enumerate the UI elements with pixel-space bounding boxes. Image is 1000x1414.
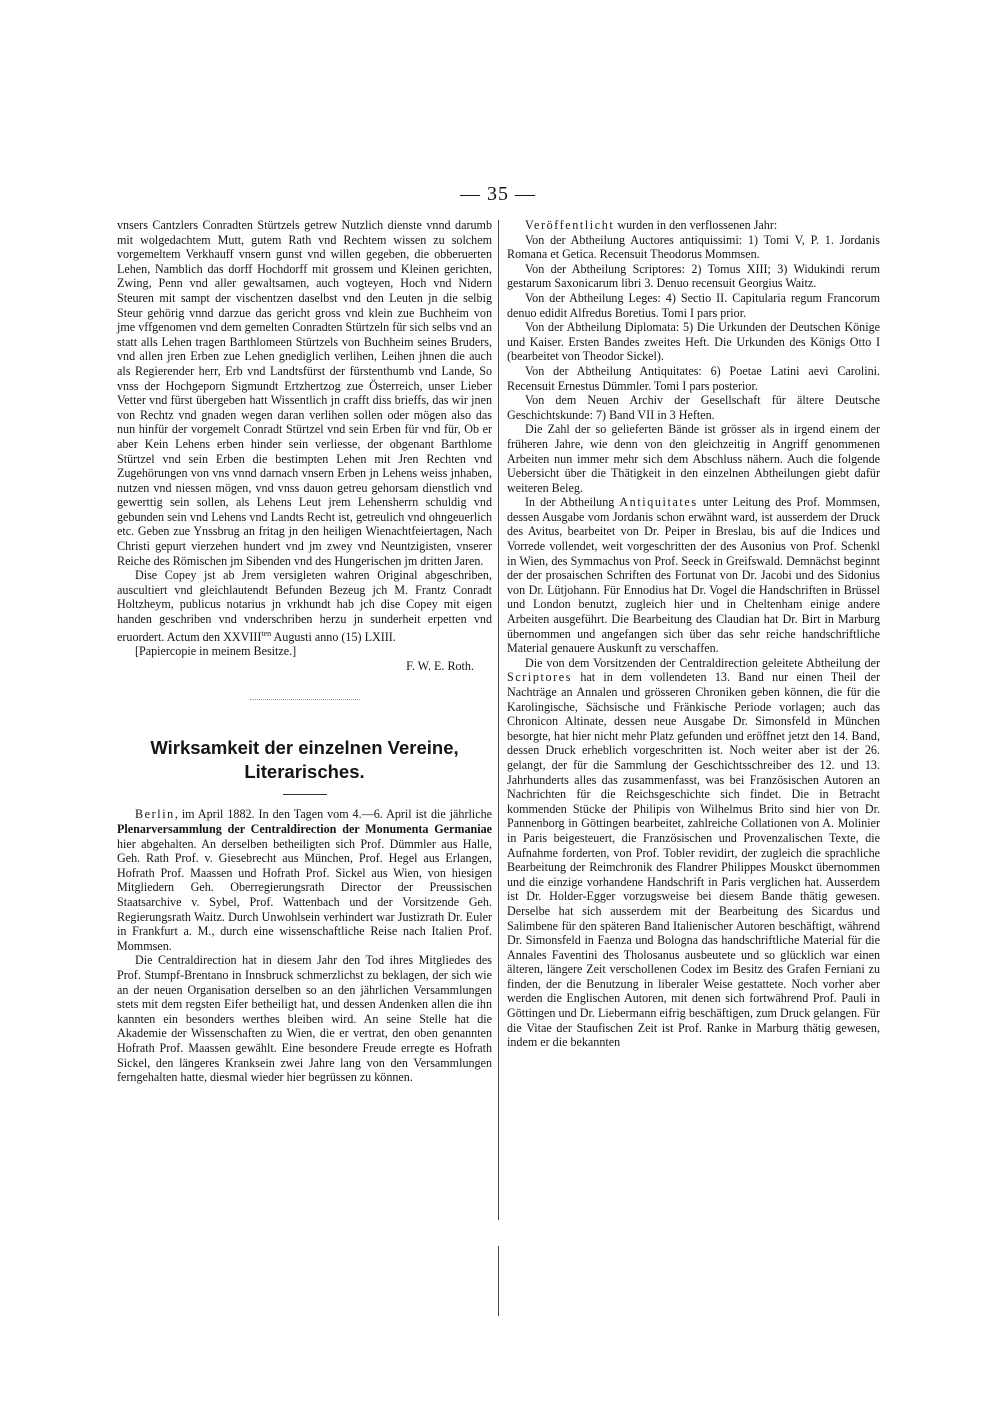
separator (250, 699, 360, 702)
page-number: — 35 — (460, 183, 536, 205)
right-column (507, 218, 880, 1050)
scriptores-paragraph: Die von dem Vorsitzenden der Centraldirection geleitete Abtheilung der Scriptores hat in dem vollendeten 13. Band nur einen Theil der Nachträge an Annalen und grösseren Chroniken geben können, die für die Karolingische, Sächsische und Fränkische Periode vorlagen; auch das Chronicon Altinate, dessen neue Ausgabe Dr. Simonsfeld in München besorgte, hat hier nicht mehr Platz gefunden und eröffnet jetzt den 14. Band, dessen Druck erheblich vorgeschritten ist. Noch weiter aber ist der 26. gelangt, der für die Sammlung der Geschichtsschreiber des 12. und 13. Jahrhunderts alles das zusammenfasst, was bei Französischen Autoren an Nachrichten für die Reichsgeschichte sich findet. Die in Betracht kommenden Stücke der Philipis von Wilhelmus Brito sind hier von Dr. Pannenborg in Göttingen bearbeitet, zahlreiche Collationen von A. Molinier in Paris beigesteuert, die Französischen und Provenzalischen Texte, die Aufnahme forderten, von Prof. Tobler revidirt, der zugleich die sprachliche Bearbeitung der Reimchronik des Flandrer Philippes Mouskct übernommen und die einzige vorhandene Handschrift in Paris verglichen hat. Ausserdem ist Dr. Holder-Egger vorzugsweise bei diesem Bande thätig gewesen. Derselbe hat sich ausserdem mit der Bearbeitung des Sicardus und Salimbene für den späteren Band Italienischer Autoren beschäftigt, während Dr. Simonsfeld in Faenza und Bologna das handschriftliche Material für die Annales Faventini des Tholosanus ausbeutete und so glücklich war einen älteren, längere Zeit verschollenen Codex im Besitz des Grafen Ferniani zu finden, der die Benutzung in liberaler Weise gestattete. Noch vorher aber werden die Englischen Autoren, mit denen sich fortwährend Prof. Pauli in Göttingen und Dr. Liebermann eifrig beschäftigen, zum Druck gelangen. Für die Vitae der Staufischen Zeit ist Prof. Ranke in Marburg thätig gewesen, indem er die bekannten (507, 655, 880, 1050)
published-heading: Veröffentlicht wurden in den verflossenen Jahr: (525, 218, 778, 232)
left-column (117, 218, 492, 1085)
bracket-note: [Papiercopie in meinem Besitze.] (135, 644, 297, 659)
diplomata-entry: Von der Abtheilung Diplomata: 5) Die Urkunden der Deutschen Könige und Kaiser. Ersten Bandes zweites Heft. Die Urkunden des Königs Otto I (bearbeitet von Theodor Sickel). (507, 320, 880, 364)
auctores-entry: Von der Abtheilung Auctores antiquissimi: 1) Tomi V, P. 1. Jordanis Romana et Getica. Recensuit Theodorus Mommsen. (507, 232, 880, 262)
berlin-paragraph: Berlin, im April 1882. In den Tagen vom 4.—6. April ist die jährliche Plenarversammlung der Centraldirection der Monumenta Germaniae hier abgehalten. An derselben betheiligten sich Prof. Dümmler aus Halle, Geh. Rath Prof. v. Giesebrecht aus München, Prof. Hegel aus Erlangen, Hofrath Prof. Maassen und Hofrath Prof. Sickel aus Wien, von hiesigen Mitgliedern Geh. Oberregierungsrath Director der Preussischen Staatsarchive v. Sybel, Prof. Wattenbach und der Vorsitzende Geh. Regierungsrath Waitz. Durch Unwohlsein verhindert war Justizrath Dr. Euler in Frankfurt a. M., durch eine wissenschaftliche Reise nach Italien Prof. Mommsen. (117, 807, 492, 953)
zahl-paragraph: Die Zahl der so gelieferten Bände ist grösser als in irgend einem der früheren Jahre, wie denn von den gleichzeitig in Angriff genommenen Arbeiten nun immer mehr sich dem Abschluss nähern. Auch die folgende Uebersicht über die Thätigkeit in den einzelnen Abtheilungen giebt dafür weiteren Beleg. (507, 422, 880, 495)
column-divider (498, 220, 499, 1220)
death-paragraph: Die Centraldirection hat in diesem Jahr den Tod ihres Mitgliedes des Prof. Stumpf-Brentano in Innsbruck schmerzlichst zu beklagen, der sich wie an der neuen Organisation derselben so an den jährlichen Versammlungen stets mit dem regsten Eifer betheiligt hat, und dessen Andenken allen die ihn kannten ein besonders werthes bleiben wird. An seine Stelle hat die Akademie der Wissenschaften zu Wien, die er vertrat, den oben genannten Hofrath Prof. Maassen gewählt. Eine besondere Freude erregte es Hofrath Sickel, den längeres Kranksein zwei Jahre lang von den Versammlungen ferngehalten hatte, diesmal wieder hier begrüssen zu können. (117, 953, 492, 1085)
antiquitates-entry: Von der Abtheilung Antiquitates: 6) Poetae Latini aevi Carolini. Recensuit Ernestus Dümmler. Tomi I pars posterior. (507, 363, 880, 393)
heading-rule (283, 794, 327, 795)
antiquitates-paragraph: In der Abtheilung Antiquitates unter Leitung des Prof. Mommsen, dessen Ausgabe vom Jordanis schon erwähnt ward, ist ausserdem der Druck des Avitus, bearbeitet von Dr. Peiper in Breslau, bis auf die Indices und Vorrede vollendet, weit vorgeschritten der des Ausonius von Prof. Schenkl in Wien, des Symmachus von Prof. Seeck in Greifswald. Demnächst beginnt der der prosaischen Schriften des Fortunat von Dr. Jacobi und des Sidonius von Dr. Lütjohann. Für Ennodius hat Dr. Vogel die Handschriften in Brüssel und London benutzt, zugleich hier und in Cheltenham einige andere Arbeiten ausgeführt. Die Bearbeitung des Claudian hat Dr. Birt in Marburg übernommen und angefangen sich über das sehr reiche handschriftliche Material genauere Auskunft zu verschaffen. (507, 495, 880, 656)
copy-note: Dise Copey jst ab Jrem versigleten wahren Original abgeschriben, auscultiert vnd gleichlautendt Befunden Bezeug jch M. Frantz Conradt Holtzheym, publicus notarius jn vrkhundt hab jch dise Copey mit eigen handen geschriben vnd vnderschriben herzu jn sunderheit erpetten vnd eruordert. Actum den $XXVIII^{ten}$ Augusti anno (15) LXIII. (117, 568, 492, 644)
signature: F. W. E. Roth. (406, 658, 474, 673)
scriptores-entry: Von der Abtheilung Scriptores: 2) Tomus XIII; 3) Widukindi rerum gestarum Saxonicarum libri 3. Denuo recensuit Georgius Waitz. (507, 261, 880, 291)
column-divider-lower (498, 1246, 499, 1316)
archiv-entry: Von dem Neuen Archiv der Gesellschaft für ältere Deutsche Geschichtskunde: 7) Band VII in 3 Heften. (507, 393, 880, 422)
section-heading: Wirksamkeit der einzelnen Vereine, Literarisches. (150, 737, 459, 783)
leges-entry: Von der Abtheilung Leges: 4) Sectio II. Capitularia regum Francorum denuo edidit Alfredus Boretius. Tomi I pars prior. (507, 290, 880, 320)
document-text: vnsers Cantzlers Conradten Stürtzels getrew Nutzlich dienste vnnd darumb mit wolgedachtem Mutt, gutem Rath vnd Rechtem wissen zu solchem vorgemeltem Verkhauff vnsern gunst vnd willen gegeben, die obberuerten Lehen, Namblich das dorff Hochdorff mit grossem und Kleinen gerichten, Zwing, Penn vnd aller gewaltsamen, auch vogteyen, Hoch vnd Nidern Steuren mit sampt der vischentzen daselbst vnd den Leuten jn die selbig Steur gehörig vnnd darzue das gericht gross vnd klein zue Buchheim von jme vffgenomen vnd dem gemelten Conradten Stürtzeln für sich selbs vnd an statt alls Lehen tragen Barthlomeen Stürtzels von Buchheim seines Bruders, vnd allen jren Erben zue Lehen gnediglich verlihen, Leihen jhnen die auch als Regierender herr, Erb vnd Landtsfürst der fürstenthumb vnd Lande, So vnss der Hochgeporn Sigmundt Ertzhertzog zue Österreich, unser Lieber Vetter vnd fürst übergeben hatt Wissentlich jn crafft diss brieffs, das wir jnen von Rechtz vnd gnaden wegen daran verlihen sollen oder mögen also das nun hinfür der vorgemelt Conradt Stürtzel vnd sein Erben für vnd für, Ob er aber Kein Lehens erben hinder sein verliesse, der obgenant Barthlome Stürtzel vnd sein Erben die bestimpten Lehen mit Jren Rechten vnd Zugehörungen von vns vnnd darnach vnsern Erben jn Lehens weiss jnhaben, nutzen vnd niessen mögen, vnd vnss dauon getreu gehorsam dienstlich vnd gewerttig sein sollen, als Lehens Leut jrem Lehensherrn schuldig vnd gebunden sein vnd Lehens vnd Landts Recht ist, getreulich vnd ohngeuerlich etc. Geben zue Ynssbrug an fritag jn den heiligen Wienachtfeiertagen, Nach Christi gepurt vierzehen hundert vnd jm zwey vnd Neuntzigisten, vnserer Reiche des Römischen jm Sibenden vnd des Hungerischen jm dritten Jaren. (117, 218, 492, 568)
